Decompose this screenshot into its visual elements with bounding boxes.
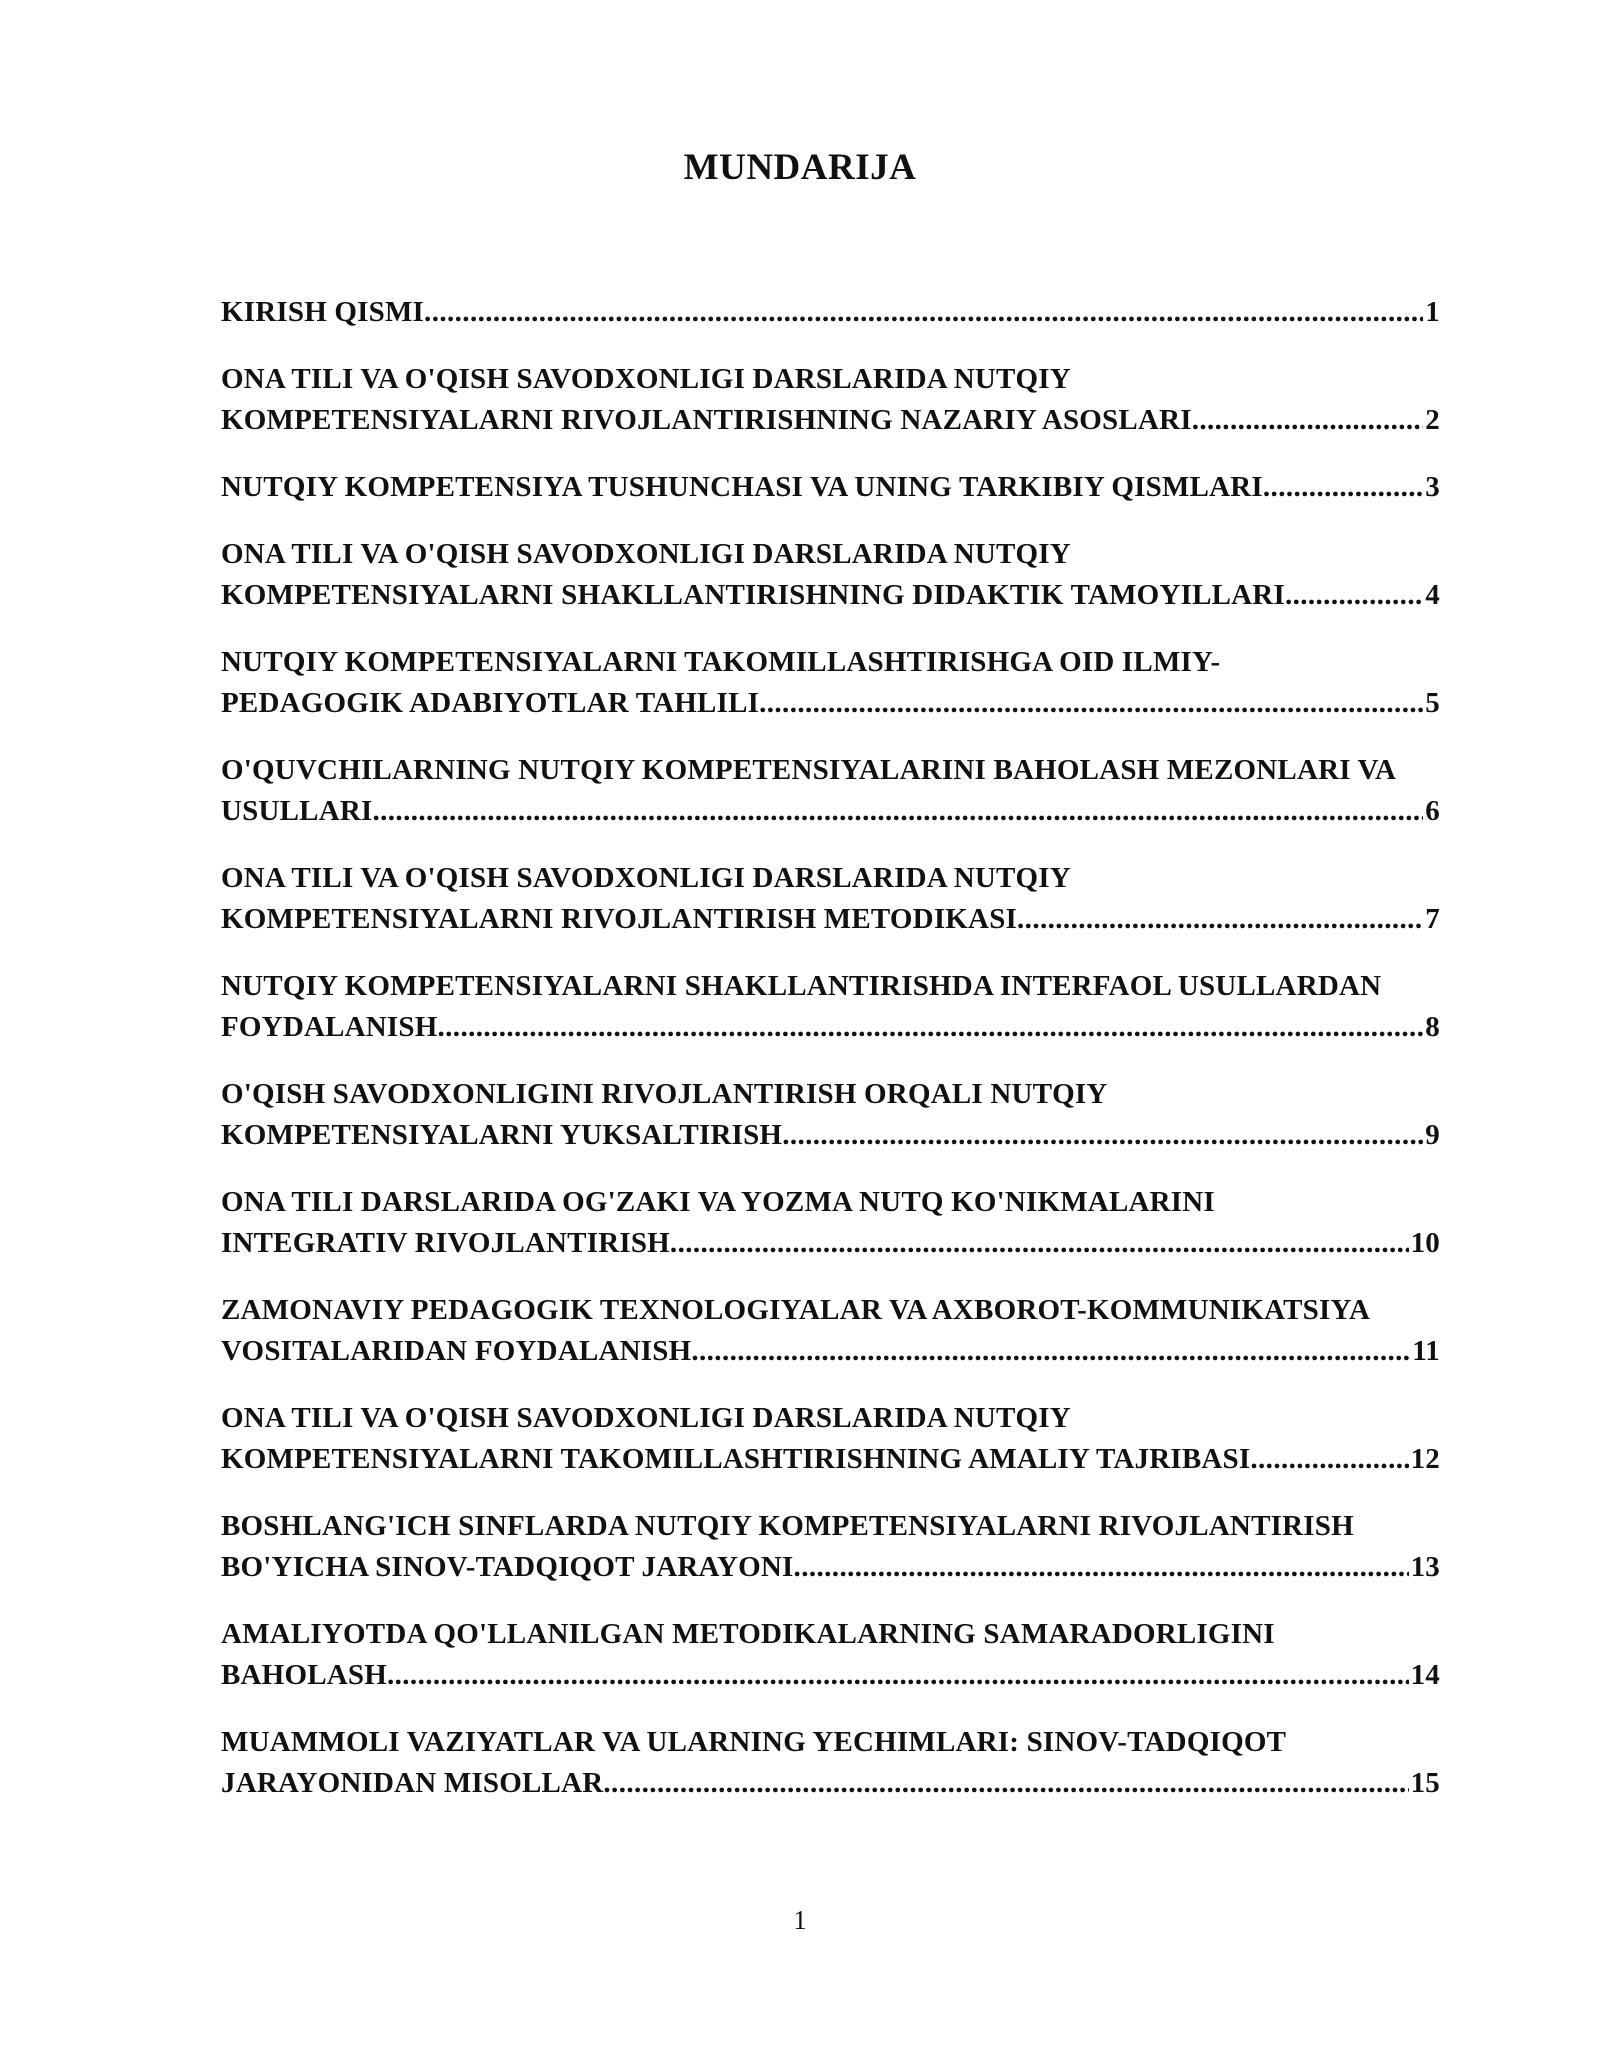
toc-entry[interactable] [221, 750, 1486, 832]
dot-leader [782, 1115, 1423, 1156]
toc-entry-title-line: O'QISH SAVODXONLIGINI RIVOJLANTIRISH ORQALI NUTQIY [221, 1078, 1108, 1110]
toc-entry[interactable] [221, 359, 1486, 441]
toc-entry-title-line: ONA TILI VA O'QISH SAVODXONLIGI DARSLARIDA NUTQIY [221, 363, 1071, 395]
toc-entry-last-line [221, 1763, 1440, 1804]
dot-leader [387, 1655, 1409, 1696]
toc-page-number: 2 [1425, 404, 1440, 436]
toc-page-number: 11 [1412, 1335, 1440, 1367]
toc-entry-last-line [221, 899, 1440, 940]
toc-entry-title-line: KIRISH QISMI [221, 296, 425, 328]
toc-entry-title-line: KOMPETENSIYALARNI SHAKLLANTIRISHNING DIDAKTIK TAMOYILLARI [221, 579, 1285, 611]
toc-page-number: 1 [1425, 296, 1440, 328]
toc-entry-last-line [221, 1439, 1440, 1480]
toc-entry-title-line: KOMPETENSIYALARNI TAKOMILLASHTIRISHNING AMALIY TAJRIBASI [221, 1443, 1251, 1475]
toc-entry[interactable] [221, 1290, 1486, 1372]
toc-page-number: 15 [1410, 1767, 1440, 1799]
dot-leader [1263, 467, 1423, 508]
toc-page-number: 5 [1425, 687, 1440, 719]
dot-leader [1017, 899, 1423, 940]
toc-entry-title-line: KOMPETENSIYALARNI RIVOJLANTIRISH METODIKASI [221, 903, 1018, 935]
dot-leader [424, 292, 1423, 333]
toc-entry-title-line: JARAYONIDAN MISOLLAR [221, 1767, 604, 1799]
toc-entry-title-line: ZAMONAVIY PEDAGOGIK TEXNOLOGIYALAR VA AXBOROT-KOMMUNIKATSIYA [221, 1294, 1371, 1326]
toc-entry-last-line [221, 400, 1440, 441]
toc-page-number: 3 [1425, 471, 1440, 503]
toc-entry-last-line [221, 575, 1440, 616]
dot-leader [1192, 400, 1424, 441]
toc-entry-title-line: FOYDALANISH [221, 1011, 438, 1043]
toc-entry-last-line [221, 683, 1440, 724]
toc-entry[interactable] [221, 642, 1486, 724]
toc-entry-title-line: PEDAGOGIK ADABIYOTLAR TAHLILI [221, 687, 760, 719]
toc-entry-title-line: USULLARI [221, 795, 373, 827]
page-title: MUNDARIJA [683, 147, 917, 188]
toc-page-number: 4 [1425, 579, 1440, 611]
page-number: 1 [793, 1905, 807, 1935]
toc-entry-last-line [221, 1547, 1440, 1588]
toc-page-number: 8 [1425, 1011, 1440, 1043]
toc-entry[interactable] [221, 1722, 1486, 1804]
toc-entry[interactable] [221, 467, 1486, 508]
dot-leader [759, 683, 1423, 724]
toc-entry[interactable] [221, 1398, 1486, 1480]
toc-entry[interactable] [221, 1614, 1486, 1696]
toc-entry[interactable] [221, 1074, 1486, 1156]
toc-page-number: 14 [1410, 1659, 1440, 1691]
toc-entry-title-line: INTEGRATIV RIVOJLANTIRISH [221, 1227, 670, 1259]
table-of-contents [221, 292, 1486, 1830]
toc-entry-last-line [221, 1223, 1440, 1264]
dot-leader [603, 1763, 1408, 1804]
toc-entry-title-line: NUTQIY KOMPETENSIYALARNI SHAKLLANTIRISHDA INTERFAOL USULLARDAN [221, 970, 1382, 1002]
toc-entry[interactable] [221, 966, 1486, 1048]
toc-entry-title-line: ONA TILI VA O'QISH SAVODXONLIGI DARSLARIDA NUTQIY [221, 862, 1071, 894]
toc-page-number: 6 [1425, 795, 1440, 827]
toc-entry-title-line: BAHOLASH [221, 1659, 387, 1691]
dot-leader [1285, 575, 1423, 616]
dot-leader [691, 1331, 1410, 1372]
toc-page-number: 9 [1425, 1119, 1440, 1151]
toc-entry-last-line [221, 1331, 1440, 1372]
toc-entry-title-line: O'QUVCHILARNING NUTQIY KOMPETENSIYALARINI BAHOLASH MEZONLARI VA [221, 754, 1397, 786]
toc-entry-title-line: VOSITALARIDAN FOYDALANISH [221, 1335, 692, 1367]
toc-entry-last-line [221, 1655, 1440, 1696]
toc-entry-title-line: AMALIYOTDA QO'LLANILGAN METODIKALARNING SAMARADORLIGINI [221, 1618, 1275, 1650]
toc-entry-title-line: KOMPETENSIYALARNI RIVOJLANTIRISHNING NAZARIY ASOSLARI [221, 404, 1192, 436]
toc-page-number: 12 [1410, 1443, 1440, 1475]
dot-leader [372, 791, 1423, 832]
toc-entry-title-line: ONA TILI VA O'QISH SAVODXONLIGI DARSLARIDA NUTQIY [221, 538, 1071, 570]
toc-entry-title-line: BO'YICHA SINOV-TADQIQOT JARAYONI [221, 1551, 794, 1583]
toc-entry-last-line [221, 1007, 1440, 1048]
toc-page-number: 7 [1425, 903, 1440, 935]
toc-entry-last-line [221, 1115, 1440, 1156]
toc-entry[interactable] [221, 1182, 1486, 1264]
toc-entry[interactable] [221, 1506, 1486, 1588]
toc-entry-title-line: KOMPETENSIYALARNI YUKSALTIRISH [221, 1119, 783, 1151]
toc-entry-title-line: BOSHLANG'ICH SINFLARDA NUTQIY KOMPETENSIYALARNI RIVOJLANTIRISH [221, 1510, 1354, 1542]
toc-entry-title-line: NUTQIY KOMPETENSIYALARNI TAKOMILLASHTIRISHGA OID ILMIY- [221, 646, 1221, 678]
toc-entry-last-line [221, 292, 1440, 333]
toc-entry-title-line: ONA TILI VA O'QISH SAVODXONLIGI DARSLARIDA NUTQIY [221, 1402, 1071, 1434]
toc-entry-last-line [221, 791, 1440, 832]
toc-entry-title-line: MUAMMOLI VAZIYATLAR VA ULARNING YECHIMLARI: SINOV-TADQIQOT [221, 1726, 1287, 1758]
toc-entry-title-line: NUTQIY KOMPETENSIYA TUSHUNCHASI VA UNING TARKIBIY QISMLARI [221, 471, 1263, 503]
dot-leader [670, 1223, 1409, 1264]
toc-entry-last-line [221, 467, 1440, 508]
toc-entry[interactable] [221, 534, 1486, 616]
dot-leader [438, 1007, 1424, 1048]
dot-leader [794, 1547, 1409, 1588]
toc-entry[interactable] [221, 858, 1486, 940]
toc-entry[interactable] [221, 292, 1486, 333]
toc-page-number: 10 [1410, 1227, 1440, 1259]
toc-page-number: 13 [1410, 1551, 1440, 1583]
toc-entry-title-line: ONA TILI DARSLARIDA OG'ZAKI VA YOZMA NUTQ KO'NIKMALARINI [221, 1186, 1215, 1218]
dot-leader [1250, 1439, 1408, 1480]
